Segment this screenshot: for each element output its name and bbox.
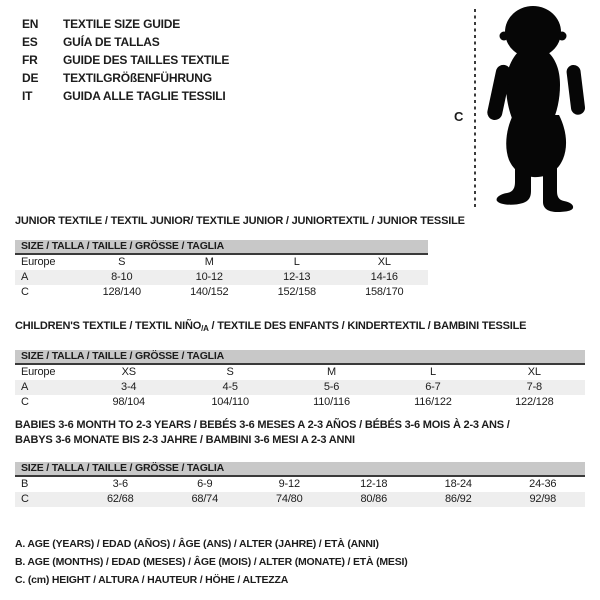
title-line: BABIES 3-6 MONTH TO 2-3 YEARS / BEBÉS 3-6 MESES A 2-3 AÑOS / BÉBÉS 3-6 MOIS À 2-3 ANS /: [15, 419, 510, 431]
size-cell: 86/92: [444, 493, 472, 505]
size-cell: 7-8: [526, 381, 542, 393]
title-line: BABYS 3-6 MONATE BIS 2-3 JAHRE / BAMBINI 3-6 MESI A 2-3 ANNI: [15, 434, 355, 446]
row-label-cell: C: [21, 396, 29, 408]
size-cell: XL: [377, 256, 391, 268]
row-label-cell: A: [21, 381, 29, 393]
row-label-cell: B: [21, 478, 29, 490]
legend-line-b: B. AGE (MONTHS) / EDAD (MESES) / ÂGE (MOIS) / ALTER (MONATE) / ETÀ (MESI): [15, 556, 408, 568]
lang-title: TEXTILE SIZE GUIDE: [63, 17, 181, 31]
size-cell: M: [327, 366, 336, 378]
lang-row-de: [22, 69, 229, 87]
lang-code: EN: [22, 17, 39, 31]
size-cell: XS: [121, 366, 136, 378]
measure-c-label: C: [454, 109, 464, 124]
lang-code: DE: [22, 71, 39, 85]
height-measure-figure: [440, 0, 600, 215]
row-label-cell: Europe: [21, 366, 56, 378]
size-cell: 8-10: [111, 271, 133, 283]
size-cell: M: [204, 256, 214, 268]
lang-title: GUÍA DE TALLAS: [63, 35, 160, 49]
legend-line-a: A. AGE (YEARS) / EDAD (AÑOS) / ÂGE (ANS) / ALTER (JAHRE) / ETÀ (ANNI): [15, 538, 379, 550]
size-cell: 6-9: [197, 478, 213, 490]
size-cell: L: [293, 256, 300, 268]
babies-size-table: [15, 462, 585, 507]
table-row-europe: [15, 365, 585, 380]
size-cell: 140/152: [190, 286, 229, 298]
legend-line-c: C. (cm) HEIGHT / ALTURA / HAUTEUR / HÖHE / ALTEZZA: [15, 574, 289, 586]
size-cell: 74/80: [275, 493, 303, 505]
lang-row-it: [22, 87, 229, 105]
junior-textile-section: [15, 215, 465, 300]
size-cell: 9-12: [278, 478, 300, 490]
size-cell: XL: [527, 366, 541, 378]
table-row-a: [15, 270, 428, 285]
lang-row-fr: [22, 51, 229, 69]
table-row-c: [15, 285, 428, 300]
table-row-a: [15, 380, 585, 395]
size-cell: 62/68: [106, 493, 134, 505]
babies-textile-section: [15, 418, 585, 507]
junior-table-title: JUNIOR TEXTILE / TEXTIL JUNIOR/ TEXTILE JUNIOR / JUNIORTEXTIL / JUNIOR TESSILE: [15, 215, 465, 227]
size-cell: S: [118, 256, 126, 268]
size-cell: 92/98: [529, 493, 557, 505]
size-cell: 4-5: [222, 381, 238, 393]
size-cell: 110/116: [313, 396, 350, 408]
size-cell: 10-12: [195, 271, 223, 283]
size-header-bar: SIZE / TALLA / TAILLE / GRÖSSE / TAGLIA: [15, 462, 585, 477]
lang-code: IT: [22, 89, 33, 103]
size-cell: 98/104: [112, 396, 145, 408]
height-dashed-line: [474, 9, 476, 207]
size-cell: 152/158: [277, 286, 316, 298]
size-cell: 3-6: [112, 478, 128, 490]
size-cell: 6-7: [425, 381, 441, 393]
row-label-cell: C: [21, 493, 29, 505]
table-row-b: [15, 477, 585, 492]
childrens-textile-section: [15, 320, 585, 410]
size-cell: S: [226, 366, 234, 378]
title-part: CHILDREN'S TEXTILE / TEXTIL NIÑO: [15, 320, 202, 332]
baby-silhouette-image: [487, 5, 591, 212]
measure-legend: [15, 535, 408, 589]
size-cell: 12-13: [283, 271, 311, 283]
babies-table-title: [15, 418, 585, 448]
size-cell: 104/110: [211, 396, 249, 408]
size-cell: 128/140: [102, 286, 141, 298]
size-cell: 18-24: [444, 478, 472, 490]
title-part: / TEXTILE DES ENFANTS / KINDERTEXTIL / BAMBINI TESSILE: [208, 320, 527, 332]
size-cell: 80/86: [360, 493, 388, 505]
row-label-cell: A: [21, 271, 29, 283]
size-header-bar: SIZE / TALLA / TAILLE / GRÖSSE / TAGLIA: [15, 350, 585, 365]
lang-code: FR: [22, 53, 38, 67]
lang-row-en: [22, 15, 229, 33]
table-row-c: [15, 492, 585, 507]
junior-size-table: [15, 240, 428, 300]
row-label-cell: C: [21, 286, 29, 298]
size-cell: 68/74: [191, 493, 219, 505]
table-row-europe: [15, 255, 428, 270]
size-cell: 14-16: [370, 271, 398, 283]
lang-title: GUIDE DES TAILLES TEXTILE: [63, 53, 230, 67]
size-cell: 116/122: [414, 396, 452, 408]
size-header-bar: SIZE / TALLA / TAILLE / GRÖSSE / TAGLIA: [15, 240, 428, 255]
size-cell: 122/128: [515, 396, 554, 408]
lang-row-es: [22, 33, 229, 51]
row-label-cell: Europe: [21, 256, 56, 268]
size-cell: 158/170: [365, 286, 404, 298]
lang-code: ES: [22, 35, 38, 49]
lang-title: TEXTILGRÖßENFÜHRUNG: [63, 71, 212, 85]
size-cell: L: [429, 366, 436, 378]
table-row-c: [15, 395, 585, 410]
language-title-block: [22, 15, 229, 105]
title-subscript: /A: [201, 324, 209, 333]
childrens-size-table: [15, 350, 585, 410]
childrens-table-title: [15, 320, 585, 335]
lang-title: GUIDA ALLE TAGLIE TESSILI: [63, 89, 226, 103]
size-cell: 24-36: [529, 478, 557, 490]
size-cell: 5-6: [323, 381, 340, 393]
size-cell: 3-4: [121, 381, 137, 393]
size-cell: 12-18: [360, 478, 388, 490]
